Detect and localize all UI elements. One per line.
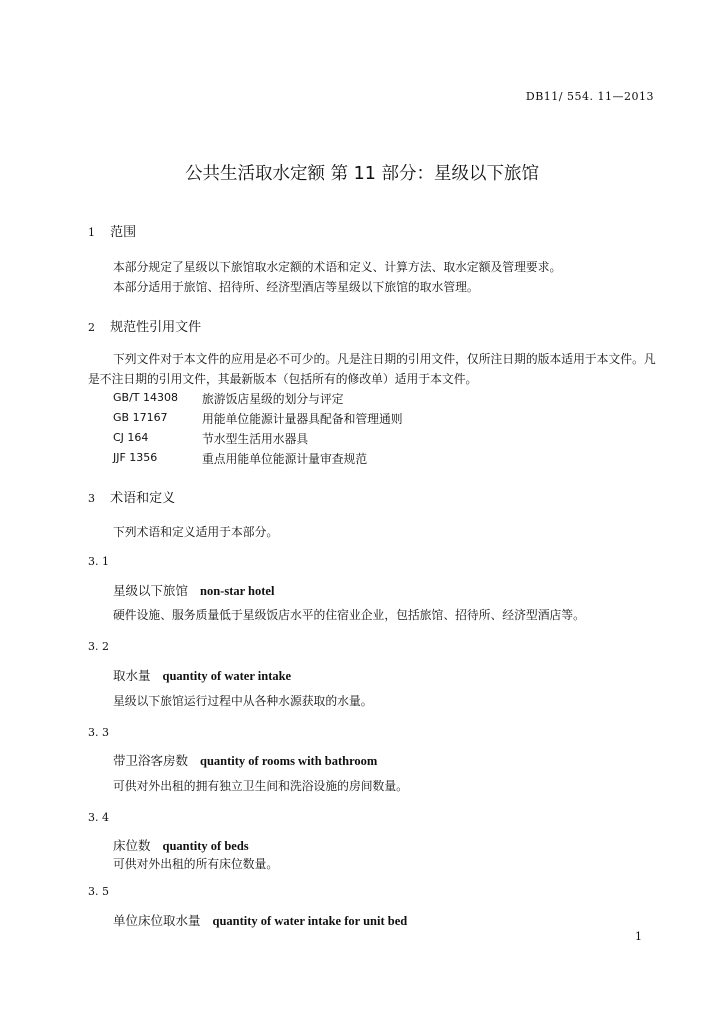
paragraph: 本部分规定了星级以下旅馆取水定额的术语和定义、计算方法、取水定额及管理要求。 (113, 260, 562, 274)
paragraph: 下列术语和定义适用于本部分。 (113, 525, 279, 539)
term-heading (113, 836, 249, 854)
term-chinese: 星级以下旅馆 (113, 583, 189, 598)
term-heading (113, 581, 274, 599)
reference-title: 旅游饭店星级的划分与评定 (202, 392, 344, 406)
reference-code: GB/T 14308 (113, 391, 178, 404)
term-number: 3. 4 (88, 811, 109, 824)
term-heading (113, 666, 291, 684)
term-number: 3. 3 (88, 726, 109, 739)
reference-code: CJ 164 (113, 431, 149, 444)
section-heading-terms (88, 487, 175, 506)
term-definition: 硬件设施、服务质量低于星级饭店水平的住宿业企业，包括旅馆、招待所、经济型酒店等。 (113, 608, 585, 622)
reference-title: 重点用能单位能源计量审查规范 (202, 452, 368, 466)
reference-title: 用能单位能源计量器具配备和管理通则 (202, 412, 403, 426)
reference-code: JJF 1356 (113, 451, 158, 464)
reference-code: GB 17167 (113, 411, 168, 424)
term-number: 3. 5 (88, 885, 109, 898)
term-chinese: 带卫浴客房数 (113, 753, 189, 768)
term-definition: 可供对外出租的拥有独立卫生间和洗浴设施的房间数量。 (113, 779, 408, 793)
section-number: 2 (88, 321, 95, 334)
term-english: quantity of rooms with bathroom (200, 754, 378, 768)
term-english: quantity of water intake for unit bed (212, 914, 408, 928)
document-code: DB11/ 554. 11—2013 (525, 90, 654, 103)
term-heading (113, 751, 377, 769)
term-chinese: 取水量 (113, 668, 151, 683)
section-heading-scope (88, 221, 136, 240)
paragraph: 下列文件对于本文件的应用是必不可少的。凡是注日期的引用文件，仅所注日期的版本适用于本文件。凡是不注日期的引用文件，其最新版本（包括所有的修改单）适用于本文件。 (88, 352, 656, 386)
term-heading (113, 911, 407, 929)
section-number: 1 (88, 226, 95, 239)
section-title: 规范性引用文件 (110, 320, 202, 335)
term-chinese: 床位数 (113, 838, 151, 853)
term-english: non-star hotel (200, 584, 275, 598)
section-heading-normative-references (88, 316, 201, 335)
document-title: 公共生活取水定额 第 11 部分：星级以下旅馆 (185, 164, 539, 184)
term-number: 3. 1 (88, 555, 109, 568)
page-number: 1 (635, 930, 642, 943)
term-number: 3. 2 (88, 640, 109, 653)
section-title: 范围 (110, 225, 137, 240)
term-chinese: 单位床位取水量 (113, 913, 201, 928)
reference-title: 节水型生活用水器具 (202, 432, 309, 446)
section-title: 术语和定义 (110, 491, 176, 506)
term-english: quantity of beds (162, 839, 249, 853)
term-english: quantity of water intake (162, 669, 292, 683)
section-number: 3 (88, 492, 95, 505)
term-definition: 可供对外出租的所有床位数量。 (113, 857, 279, 871)
term-definition: 星级以下旅馆运行过程中从各种水源获取的水量。 (113, 694, 373, 708)
paragraph: 本部分适用于旅馆、招待所、经济型酒店等星级以下旅馆的取水管理。 (113, 280, 479, 294)
